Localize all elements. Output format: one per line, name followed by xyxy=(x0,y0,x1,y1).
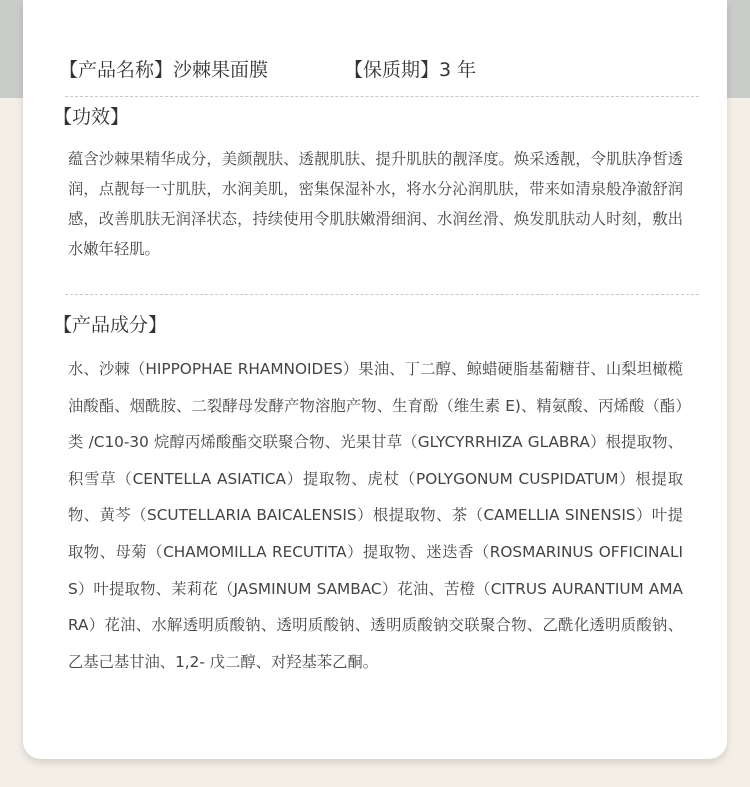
shelf-life-label: 【保质期】 xyxy=(344,59,440,81)
divider-middle xyxy=(65,294,699,295)
product-name-label: 【产品名称】 xyxy=(59,59,174,81)
product-header-row xyxy=(59,55,709,85)
effect-text: 蕴含沙棘果精华成分，美颜靓肤、透靓肌肤、提升肌肤的靓泽度。焕采透靓，令肌肤净皙透润，点靓每一寸肌肤，水润美肌，密集保湿补水，将水分沁润肌肤，带来如清泉般净澈舒润感，改善肌肤无润泽状态，持续使用令肌肤嫩滑细润、水润丝滑、焕发肌肤动人时刻，敷出水嫩年轻肌。 xyxy=(68,150,683,258)
effect-title: 【功效】 xyxy=(53,106,130,128)
ingredients-title: 【产品成分】 xyxy=(53,314,168,336)
shelf-life-group xyxy=(344,55,476,85)
shelf-life-value: 3 年 xyxy=(439,59,477,81)
product-name-value: 沙棘果面膜 xyxy=(173,59,269,81)
product-info-card xyxy=(23,0,727,759)
divider-top xyxy=(65,96,699,97)
ingredients-text: 水、沙棘（HIPPOPHAE RHAMNOIDES）果油、丁二醇、鲸蜡硬脂基葡糖苷、山梨坦橄榄油酸酯、烟酰胺、二裂酵母发酵产物溶胞产物、生育酚（维生素 E)、精氨酸、丙烯酸（酯）类 /C10-30 烷醇丙烯酸酯交联聚合物、光果甘草（GLYCYRRHIZA GLABRA）根提取物、积雪草（CENTELLA ASIATICA）提取物、虎杖（POLYGONUM CUSPIDATUM）根提取物、黄芩（SCUTELLARIA BAICALENSIS）根提取物、茶（CAMELLIA SINENSIS）叶提取物、母菊（CHAMOMILLA RECUTITA）提取物、迷迭香（ROSMARINUS OFFICINALIS）叶提取物、茉莉花（JASMINUM SAMBAC）花油、苦橙（CITRUS AURANTIUM AMARA）花油、水解透明质酸钠、透明质酸钠、透明质酸钠交联聚合物、乙酰化透明质酸钠、乙基己基甘油、1,2- 戊二醇、对羟基苯乙酮。 xyxy=(68,360,683,671)
